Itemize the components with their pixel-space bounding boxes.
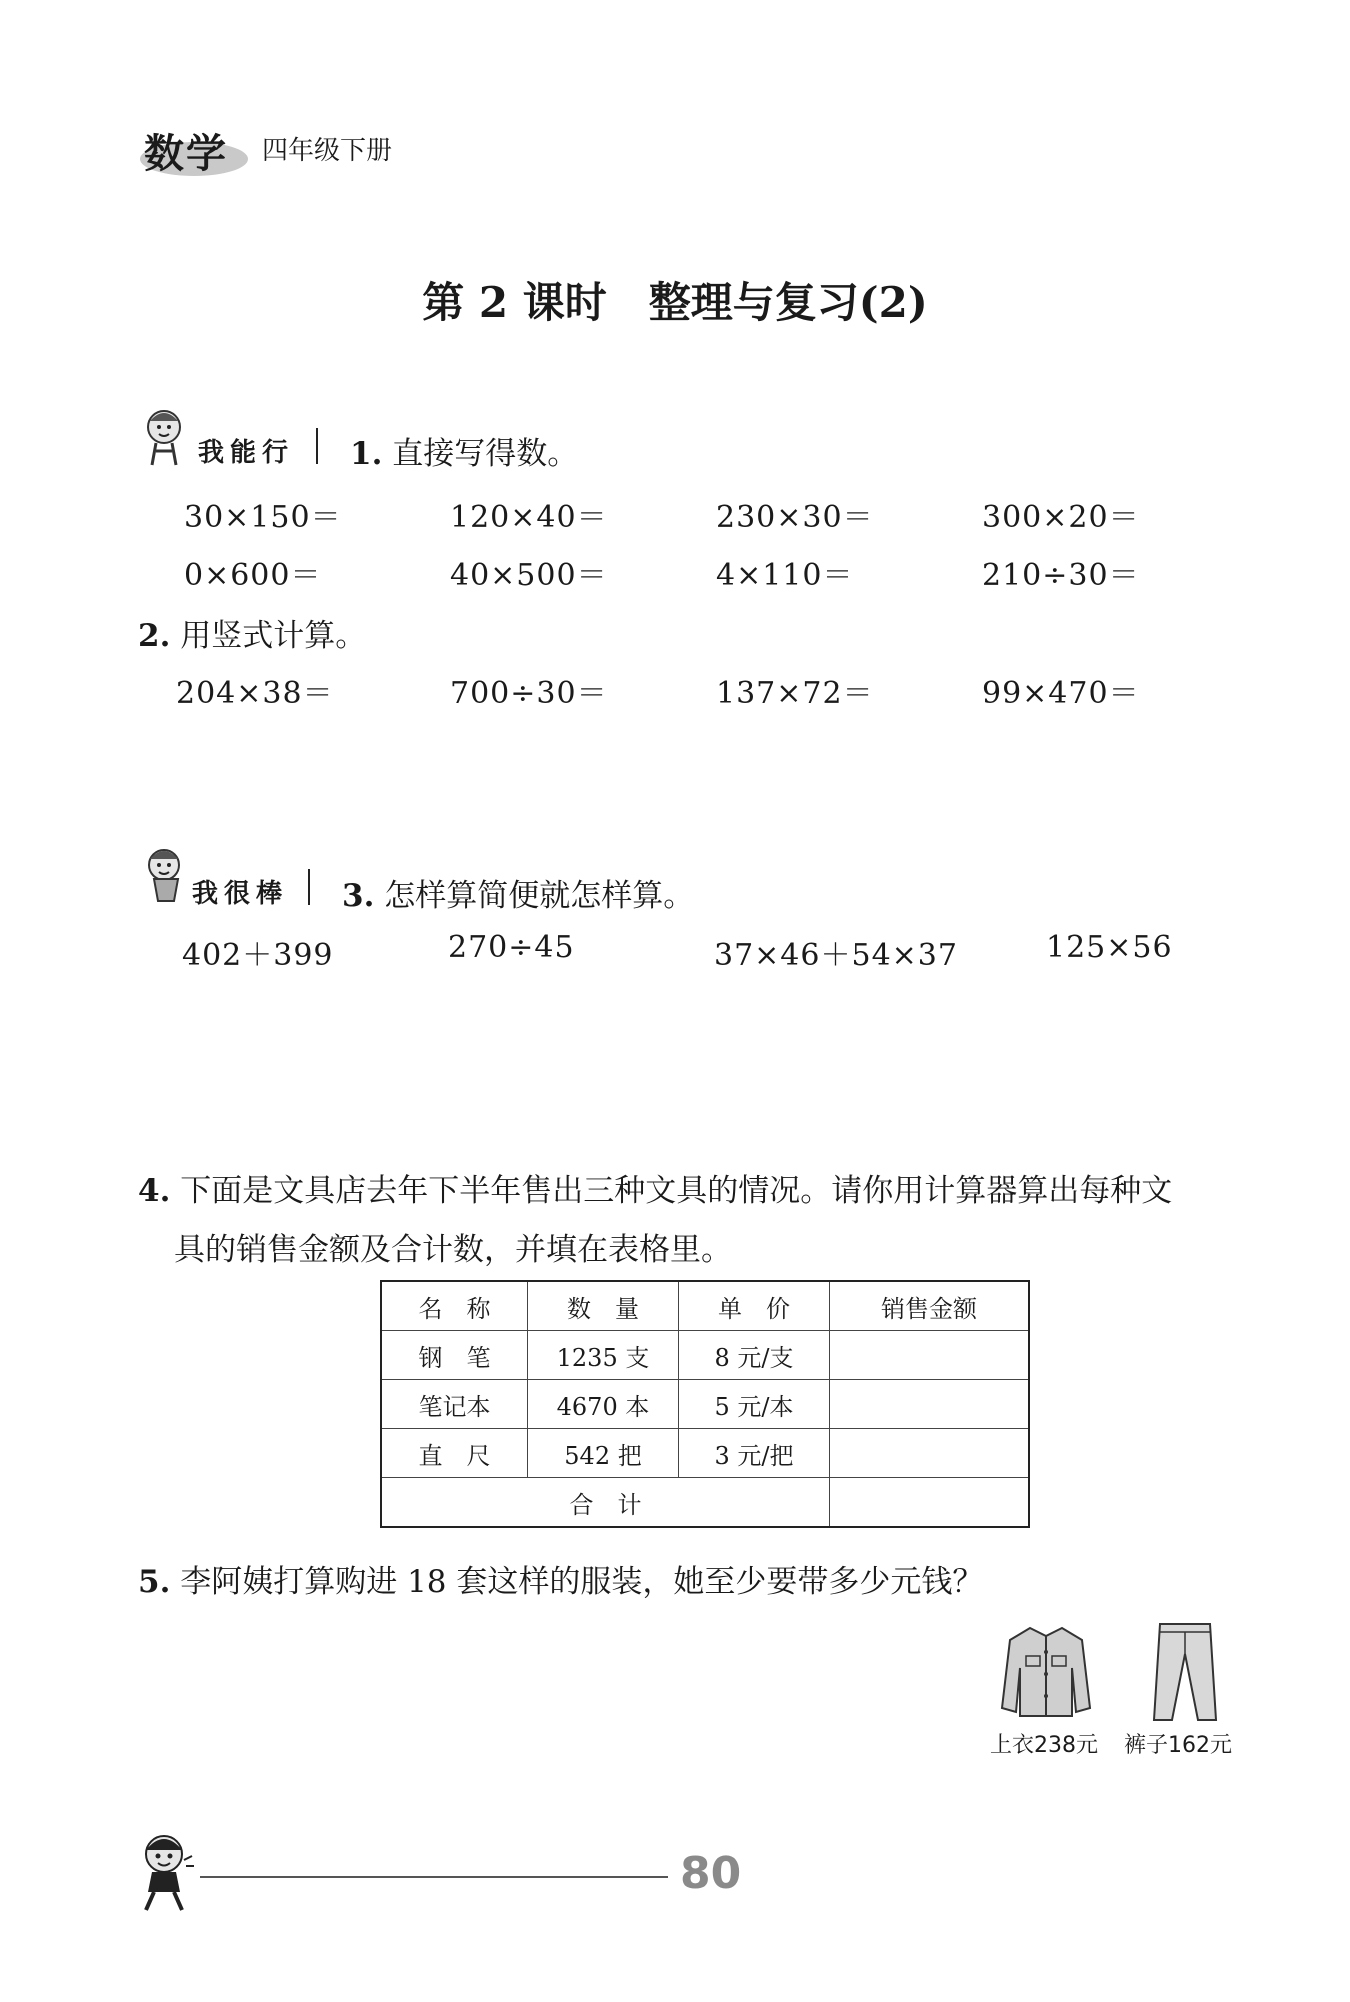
question-text: 直接写得数。 — [392, 436, 579, 472]
table-header: 单 价 — [679, 1281, 830, 1331]
expression: 120×40＝ — [450, 500, 608, 535]
girl-mascot-icon — [138, 845, 192, 909]
table-cell: 542 把 — [528, 1429, 679, 1478]
subject-title: 数学 — [144, 131, 228, 177]
expression: 204×38＝ — [176, 676, 334, 711]
expression: 99×470＝ — [982, 676, 1140, 711]
table-cell: 直 尺 — [381, 1429, 528, 1478]
question-number: 4. — [138, 1173, 171, 1209]
jacket-icon — [1000, 1622, 1092, 1722]
table-cell: 笔记本 — [381, 1380, 528, 1429]
table-row — [381, 1380, 1029, 1429]
question-number: 5. — [138, 1564, 171, 1600]
expression: 210÷30＝ — [982, 558, 1140, 593]
grade-label: 四年级下册 — [262, 136, 393, 166]
total-label: 合 计 — [381, 1478, 830, 1528]
question-number: 2. — [138, 618, 171, 654]
footer-divider — [200, 1876, 668, 1878]
table-header: 名 称 — [381, 1281, 528, 1331]
expression: 30×150＝ — [184, 500, 342, 535]
badge-label-can-do: 我能行 — [198, 438, 295, 468]
table-row — [381, 1429, 1029, 1478]
table-total-row — [381, 1478, 1029, 1528]
table-cell: 4670 本 — [528, 1380, 679, 1429]
lesson-title: 第 2 课时 整理与复习(2) — [422, 278, 928, 327]
question-5 — [138, 1556, 983, 1601]
expression: 402＋399 — [182, 938, 334, 973]
badge-divider — [308, 869, 310, 905]
table-header-row — [381, 1281, 1029, 1331]
table-header: 数 量 — [528, 1281, 679, 1331]
table-row — [381, 1331, 1029, 1380]
question-text: 李阿姨打算购进 18 套这样的服装，她至少要带多少元钱？ — [180, 1564, 984, 1600]
badge-divider — [316, 428, 318, 464]
table-cell: 3 元/把 — [679, 1429, 830, 1478]
question-text: 用竖式计算。 — [180, 618, 367, 654]
sales-table — [380, 1280, 1030, 1528]
question-3 — [342, 870, 694, 915]
table-cell: 钢 笔 — [381, 1331, 528, 1380]
jacket-price: 上衣238元 — [990, 1733, 1098, 1758]
badge-label-great: 我很棒 — [192, 879, 289, 909]
girl-mascot-icon — [138, 405, 192, 469]
question-1 — [350, 428, 578, 473]
expression: 4×110＝ — [716, 558, 854, 593]
question-text: 怎样算简便就怎样算。 — [384, 878, 695, 914]
boy-mascot-icon — [132, 1830, 200, 1914]
answer-cell[interactable] — [830, 1331, 1030, 1380]
expression: 230×30＝ — [716, 500, 874, 535]
answer-cell[interactable] — [830, 1380, 1030, 1429]
table-header: 销售金额 — [830, 1281, 1030, 1331]
expression: 300×20＝ — [982, 500, 1140, 535]
table-cell: 1235 支 — [528, 1331, 679, 1380]
table-cell: 8 元/支 — [679, 1331, 830, 1380]
question-4 — [138, 1165, 1172, 1210]
pants-icon — [1150, 1620, 1220, 1724]
expression: 270÷45 — [448, 930, 575, 965]
expression: 0×600＝ — [184, 558, 322, 593]
question-4-line2: 具的销售金额及合计数，并填在表格里。 — [174, 1232, 732, 1268]
table-cell: 5 元/本 — [679, 1380, 830, 1429]
answer-cell[interactable] — [830, 1429, 1030, 1478]
expression: 37×46＋54×37 — [714, 938, 958, 973]
question-number: 1. — [350, 436, 383, 472]
question-number: 3. — [342, 878, 375, 914]
subject-logo — [140, 118, 248, 180]
expression: 125×56 — [1046, 930, 1173, 965]
expression: 137×72＝ — [716, 676, 874, 711]
question-2 — [138, 610, 366, 655]
question-text: 下面是文具店去年下半年售出三种文具的情况。请你用计算器算出每种文 — [180, 1173, 1173, 1209]
pants-price: 裤子162元 — [1124, 1733, 1232, 1758]
answer-cell[interactable] — [830, 1478, 1030, 1528]
expression: 700÷30＝ — [450, 676, 608, 711]
expression: 40×500＝ — [450, 558, 608, 593]
page-number: 80 — [680, 1848, 742, 1899]
